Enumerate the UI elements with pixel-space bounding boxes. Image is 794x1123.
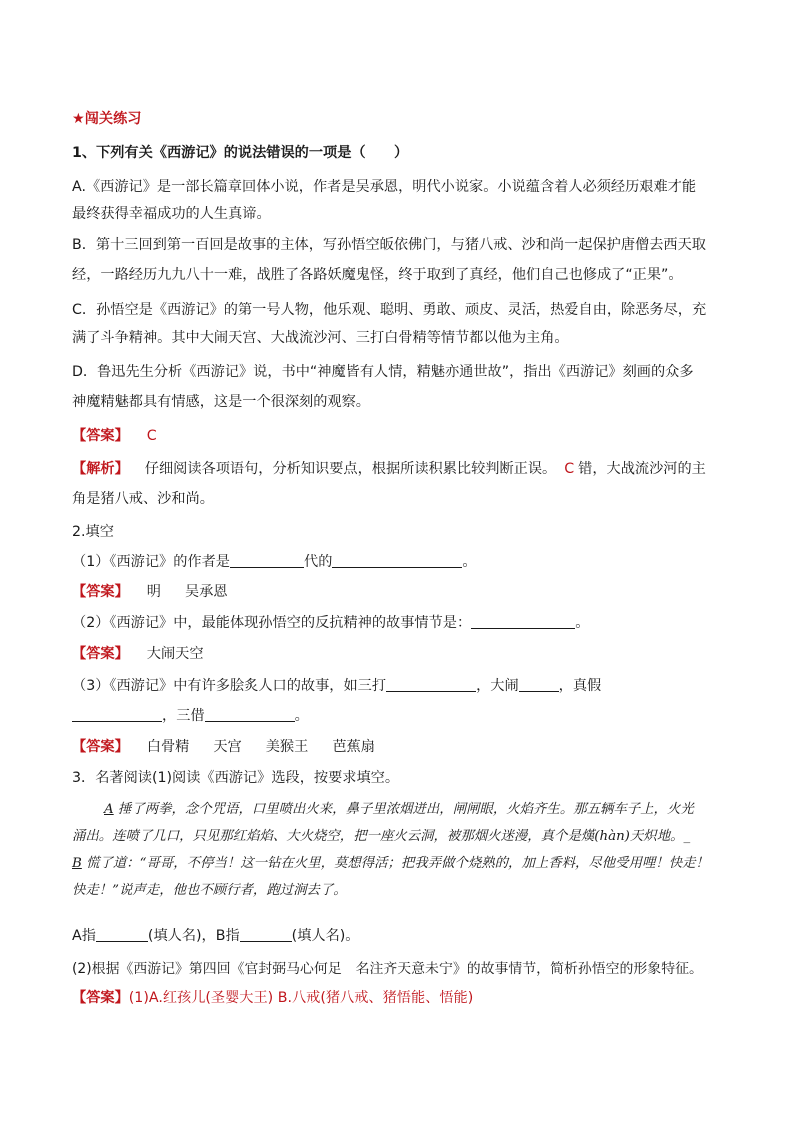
q1-answer-row bbox=[72, 426, 157, 446]
fill-blank-a-name[interactable] bbox=[96, 927, 148, 942]
q2-sub2 bbox=[72, 613, 589, 633]
q3-sub2: (2)根据《西游记》第四回《官封弼马心何足 名注齐天意未宁》的故事情节，简析孙悟空的形象特征。 bbox=[72, 961, 703, 977]
q2-sub1-text-c: 。 bbox=[462, 554, 477, 570]
passage-text-1: 捶了两拳，念个咒语，口里喷出火来，鼻子里浓烟迸出，闸闸眼，火焰齐生。那五辆车子上，火光 bbox=[113, 802, 694, 817]
passage-text-3: 慌了道：“哥哥，不停当！这一钻在火里，莫想得活；把我弄做个烧熟的，加上香料，尽他受用哩！快走！ bbox=[81, 856, 709, 871]
question-2-title: 2.填空 bbox=[72, 524, 114, 540]
q1-answer-value: C bbox=[146, 428, 157, 444]
passage-mark-a: A bbox=[104, 802, 114, 817]
fill-blank-author[interactable] bbox=[332, 553, 462, 568]
q1-option-d-line-1: D．鲁迅先生分析《西游记》说，书中“神魔皆有人情，精魅亦通世故”，指出《西游记》刻画的众多 bbox=[72, 364, 694, 380]
q1-analysis-text-a: 仔细阅读各项语句，分析知识要点，根据所读积累比较判断正误。 bbox=[144, 461, 557, 477]
q2-sub3-answer-3: 美猴王 bbox=[265, 739, 309, 755]
q1-analysis-option: C bbox=[564, 461, 575, 477]
q2-sub3-text-e: 。 bbox=[294, 708, 309, 724]
q3-fill-text-a: A指 bbox=[72, 928, 96, 944]
section-title: ★闯关练习 bbox=[72, 111, 142, 127]
q2-sub2-answer: 大闹天空 bbox=[146, 646, 204, 662]
q2-sub1-answer-row bbox=[72, 582, 228, 602]
q2-sub3-line-2 bbox=[72, 706, 309, 726]
q2-sub1-answer-1: 明 bbox=[146, 584, 161, 600]
q2-sub3-text-b: ，大闹 bbox=[476, 678, 519, 694]
answer-tag: 【答案】 bbox=[72, 584, 129, 600]
question-1-stem: 1、下列有关《西游记》的说法错误的一项是（ ） bbox=[72, 145, 409, 161]
answer-tag: 【答案】 bbox=[72, 646, 129, 662]
fill-blank-zhen-jia[interactable] bbox=[72, 707, 162, 722]
passage-line-4: 快走！”说声走，他也不顾行者，跑过涧去了。 bbox=[72, 883, 347, 898]
q1-analysis-row bbox=[72, 459, 706, 479]
fill-blank-san-da[interactable] bbox=[386, 677, 476, 692]
q3-fill-row bbox=[72, 926, 359, 946]
q2-sub1-text-b: 代的 bbox=[304, 554, 333, 570]
q2-sub3-text-d: ，三借 bbox=[162, 708, 205, 724]
q3-fill-text-b: (填人名)，B指 bbox=[147, 928, 240, 944]
q1-option-c-line-2: 满了斗争精神。其中大闹天宫、大战流沙河、三打白骨精等情节都以他为主角。 bbox=[72, 330, 569, 346]
q2-sub3-answer-row bbox=[72, 737, 375, 757]
q2-sub3-answer-2: 天宫 bbox=[213, 739, 242, 755]
q1-option-d-line-2: 神魔精魅都具有情感，这是一个很深刻的观察。 bbox=[72, 394, 370, 410]
q1-option-a-line-2: 最终获得幸福成功的人生真谛。 bbox=[72, 206, 271, 222]
q1-analysis-line-2: 角是猪八戒、沙和尚。 bbox=[72, 491, 214, 507]
analysis-tag: 【解析】 bbox=[72, 461, 129, 477]
passage-line-1 bbox=[72, 797, 732, 823]
q2-sub1-answer-2: 吴承恩 bbox=[184, 584, 228, 600]
q1-option-c-line-1: C．孙悟空是《西游记》的第一号人物，他乐观、聪明、勇敢、顽皮、灵活，热爱自由，除恶务尽，充 bbox=[72, 302, 707, 318]
passage-line-2: 涌出。连喷了几口，只见那红焰焰、大火烧空，把一座火云洞，被那烟火迷漫，真个是熯(hàn)天炽地。_ bbox=[72, 829, 691, 844]
q2-sub2-text-a: （2）《西游记》中，最能体现孙悟空的反抗精神的故事情节是： bbox=[72, 615, 472, 631]
passage-line-3 bbox=[72, 851, 732, 877]
fill-blank-da-nao[interactable] bbox=[519, 677, 559, 692]
q1-option-b-line-1: B．第十三回到第一百回是故事的主体，写孙悟空皈依佛门，与猪八戒、沙和尚一起保护唐僧去西天取 bbox=[72, 237, 706, 253]
q1-analysis-text-c: 错，大战流沙河的主 bbox=[578, 461, 706, 477]
q3-answer-row bbox=[72, 988, 473, 1008]
answer-tag: 【答案】 bbox=[72, 428, 129, 444]
q1-option-a-line-1: A.《西游记》是一部长篇章回体小说，作者是吴承恩，明代小说家。小说蕴含着人必须经历艰难才能 bbox=[72, 179, 697, 195]
q1-option-b-line-2: 经，一路经历九九八十一难，战胜了各路妖魔鬼怪，终于取到了真经，他们自己也修成了“正果”。 bbox=[72, 267, 683, 283]
q2-sub3-answer-4: 芭蕉扇 bbox=[332, 739, 375, 755]
q2-sub3-text-c: ，真假 bbox=[558, 678, 602, 694]
q3-answer-value: (1)A.红孩儿(圣婴大王) B.八戒(猪八戒、猪悟能、悟能) bbox=[128, 990, 474, 1006]
q2-sub3-answer-1: 白骨精 bbox=[146, 739, 190, 755]
fill-blank-b-name[interactable] bbox=[240, 927, 292, 942]
q2-sub2-text-b: 。 bbox=[575, 615, 590, 631]
q2-sub2-answer-row bbox=[72, 644, 204, 664]
q2-sub3-text-a: （3）《西游记》中有许多脍炙人口的故事，如三打 bbox=[72, 678, 387, 694]
passage-mark-b: B bbox=[72, 856, 82, 871]
fill-blank-dynasty[interactable] bbox=[230, 553, 304, 568]
fill-blank-plot[interactable] bbox=[471, 614, 575, 629]
question-3-title: 3．名著阅读(1)阅读《西游记》选段，按要求填空。 bbox=[72, 770, 400, 786]
answer-tag: 【答案】 bbox=[72, 990, 129, 1006]
q3-fill-text-c: (填人名)。 bbox=[291, 928, 360, 944]
q2-sub1-text-a: （1）《西游记》的作者是 bbox=[72, 554, 230, 570]
fill-blank-san-jie[interactable] bbox=[205, 707, 295, 722]
answer-tag: 【答案】 bbox=[72, 739, 129, 755]
q2-sub3-line-1 bbox=[72, 676, 601, 696]
q2-sub1 bbox=[72, 552, 477, 572]
